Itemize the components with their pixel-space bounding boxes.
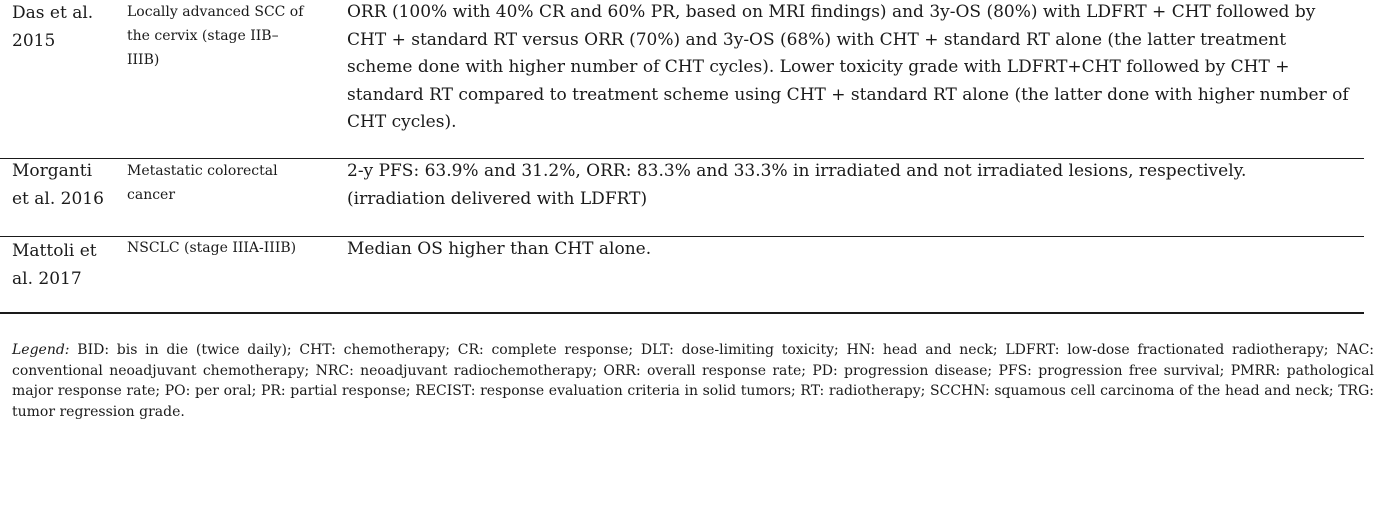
legend-text: BID: bis in die (twice daily); CHT: chemotherapy; CR: complete response; DLT: dose-limiting toxicity; HN: head and neck; LDFRT: low-dose fractionated radiotherapy; NAC: conventional neoadjuvant chemotherapy; NRC: neoadjuvant radiochemotherapy; ORR: overall response rate; PD: progression disease; PFS: progression free survival; PMRR: pathological major response rate; PO: per oral; PR: partial response; RECIST: response evaluation criteria in solid tumors; RT: radiotherapy; SCCHN: squamous cell carcinoma of the head and neck; TRG: tumor regression grade. [12, 342, 1375, 420]
study-cell: Morganti et al. 2016 [12, 161, 104, 209]
results-cell: Median OS higher than CHT alone. [347, 239, 652, 259]
study-cell: Das et al. 2015 [12, 3, 94, 51]
legend-label: Legend: [12, 342, 70, 358]
table-row [0, 0, 1364, 158]
table-legend [12, 340, 1374, 422]
results-cell: 2-y PFS: 63.9% and 31.2%, ORR: 83.3% and 33.3% in irradiated and not irradiated lesions, respectively. (irradiation delivered with LDFRT) [347, 161, 1247, 209]
setting-cell: Locally advanced SCC of the cervix (stage IIB– IIIB) [127, 4, 304, 68]
table-row [0, 238, 1364, 312]
setting-cell: NSCLC (stage IIIA-IIIB) [127, 240, 297, 256]
results-cell: ORR (100% with 40% CR and 60% PR, based on MRI findings) and 3y-OS (80%) with LDFRT + CHT followed by CHT + standard RT versus ORR (70%) and 3y-OS (68%) with CHT + standard RT alone (the latter treatment scheme done with higher number of CHT cycles). Lower toxicity grade with LDFRT+CHT followed by CHT + standard RT compared to treatment scheme using CHT + standard RT alone (the latter done with higher number of CHT cycles). [347, 2, 1349, 132]
setting-cell: Metastatic colorectal cancer [127, 163, 278, 203]
table-row [0, 160, 1364, 236]
table-bottom-rule [0, 312, 1364, 314]
study-cell: Mattoli et al. 2017 [12, 241, 97, 289]
